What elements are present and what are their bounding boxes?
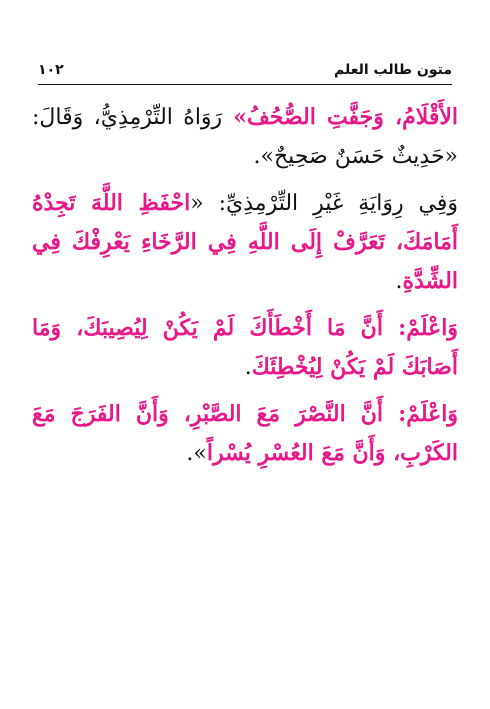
paragraph-segment: وَاعْلَمْ: [383,401,458,427]
paragraph-segment: وَاعْلَمْ: [382,315,458,341]
paragraph [32,395,458,473]
page-body [32,98,458,481]
paragraph [32,309,458,387]
paragraph-segment: أَنَّ النَّصْرَ مَعَ الصَّبْرِ، وَأَنَّ الفَرَجَ مَعَ الكَرْبِ، وَأَنَّ مَعَ العُسْرِ يُسْراً [32,401,458,466]
book-title: متون طالب العلم [333,62,452,78]
page-number: ١٠٢ [38,62,64,78]
paragraph-segment: رَوَاهُ التِّرْمِذِيُّ، وَقَالَ: «حَدِيثٌ حَسَنٌ صَحِيحٌ». [32,105,458,169]
paragraph-segment: . [395,269,403,294]
paragraph-segment: ». [186,441,207,466]
paragraph-segment: الأَقْلَامُ، وَجَفَّتِ الصُّحُفُ» [222,104,459,130]
paragraph [32,98,458,176]
paragraph-segment: . [244,355,252,380]
paragraph [32,184,458,301]
paragraph-segment: احْفَظِ اللَّهَ تَجِدْهُ أَمَامَكَ، تَعَرَّفْ إِلَى اللَّهِ فِي الرَّخَاءِ يَعْرِفْكَ فِي الشِّدَّةِ [32,190,458,294]
header-divider [38,84,452,85]
paragraph-segment: أَنَّ مَا أَخْطَأَكَ لَمْ يَكُنْ لِيُصِيبَكَ، وَمَا أَصَابَكَ لَمْ يَكُنْ لِيُخْطِئَكَ [32,315,458,380]
paragraph-segment: وَفِي رِوَايَةِ غَيْرِ التِّرْمِذِيِّ: « [190,191,458,216]
page-header [38,58,452,82]
